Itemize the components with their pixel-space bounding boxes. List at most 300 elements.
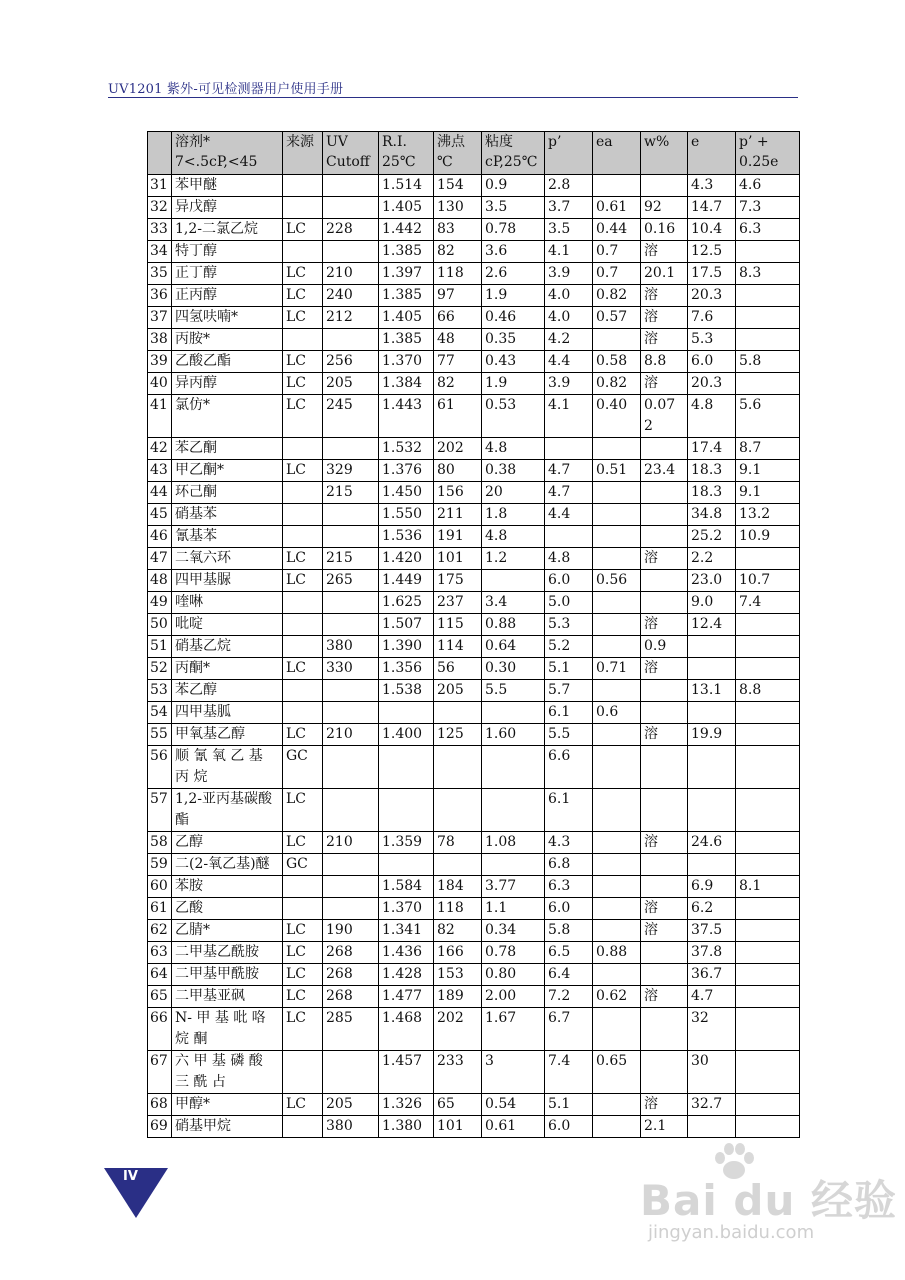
table-cell: 228 (323, 219, 379, 241)
table-cell: 0.34 (482, 920, 545, 942)
table-cell (641, 175, 688, 197)
table-cell: 8.7 (736, 438, 800, 460)
table-cell (323, 329, 379, 351)
table-row (148, 702, 800, 724)
row-number-cell: 68 (148, 1094, 172, 1116)
table-cell: 0.61 (593, 197, 641, 219)
table-row (148, 570, 800, 592)
table-cell (283, 876, 323, 898)
table-cell: 4.7 (545, 482, 593, 504)
table-cell: 1.9 (482, 285, 545, 307)
table-cell: 0.57 (593, 307, 641, 329)
row-number-cell: 57 (148, 789, 172, 832)
table-cell (688, 702, 736, 724)
table-cell: 溶 (641, 614, 688, 636)
table-cell: 4.3 (688, 175, 736, 197)
table-cell (593, 1116, 641, 1138)
row-number-cell: 53 (148, 680, 172, 702)
table-cell (736, 898, 800, 920)
table-cell: 156 (434, 482, 482, 504)
table-cell: 氯仿* (172, 395, 283, 438)
table-cell: 1.67 (482, 1008, 545, 1051)
table-cell (736, 548, 800, 570)
table-row (148, 636, 800, 658)
row-number-cell: 64 (148, 964, 172, 986)
table-cell: 212 (323, 307, 379, 329)
table-cell (593, 964, 641, 986)
table-cell: 六 甲 基 磷 酸 三 酰 占 (172, 1051, 283, 1094)
table-cell (434, 854, 482, 876)
table-cell: 1.384 (379, 373, 434, 395)
table-cell: 甲乙酮* (172, 460, 283, 482)
table-row (148, 482, 800, 504)
row-number-cell: 39 (148, 351, 172, 373)
table-cell: 3.7 (545, 197, 593, 219)
column-header: e (688, 132, 736, 175)
table-cell (736, 329, 800, 351)
table-cell (482, 854, 545, 876)
row-number-cell: 58 (148, 832, 172, 854)
table-cell (283, 175, 323, 197)
table-cell: 1.449 (379, 570, 434, 592)
table-cell (593, 1094, 641, 1116)
table-cell: 329 (323, 460, 379, 482)
table-cell (593, 614, 641, 636)
row-number-cell: 36 (148, 285, 172, 307)
table-cell: 1.468 (379, 1008, 434, 1051)
table-cell: 210 (323, 263, 379, 285)
table-cell: 0.61 (482, 1116, 545, 1138)
table-cell: 0.9 (641, 636, 688, 658)
table-cell (736, 702, 800, 724)
table-cell (641, 504, 688, 526)
table-cell (593, 746, 641, 789)
table-cell: 0.43 (482, 351, 545, 373)
table-row (148, 219, 800, 241)
table-cell: 82 (434, 373, 482, 395)
table-cell (283, 614, 323, 636)
table-row (148, 395, 800, 438)
table-cell: 14.7 (688, 197, 736, 219)
table-cell (482, 746, 545, 789)
table-cell: 3.77 (482, 876, 545, 898)
table-cell: 6.0 (688, 351, 736, 373)
table-row (148, 680, 800, 702)
table-cell: 苯乙酮 (172, 438, 283, 460)
table-cell: 20 (482, 482, 545, 504)
page-number: IV (123, 1169, 138, 1184)
table-cell: 184 (434, 876, 482, 898)
table-cell: 溶 (641, 658, 688, 680)
table-cell (688, 1116, 736, 1138)
table-row (148, 789, 800, 832)
table-row (148, 920, 800, 942)
table-cell: LC (283, 395, 323, 438)
table-cell (641, 746, 688, 789)
table-cell: 61 (434, 395, 482, 438)
table-cell: 237 (434, 592, 482, 614)
table-cell: 190 (323, 920, 379, 942)
table-cell: 202 (434, 438, 482, 460)
document-header-title: UV1201 紫外-可见检测器用户使用手册 (108, 82, 344, 97)
table-cell: 191 (434, 526, 482, 548)
table-cell: 4.3 (545, 832, 593, 854)
table-cell: 268 (323, 964, 379, 986)
table-cell (736, 1094, 800, 1116)
row-number-cell: 37 (148, 307, 172, 329)
table-cell: 268 (323, 942, 379, 964)
table-cell: 10.7 (736, 570, 800, 592)
table-cell: 硝基乙烷 (172, 636, 283, 658)
table-cell (736, 789, 800, 832)
column-header: p’ + 0.25e (736, 132, 800, 175)
table-cell: 153 (434, 964, 482, 986)
table-cell: 6.8 (545, 854, 593, 876)
table-cell: 9.1 (736, 460, 800, 482)
row-number-cell: 47 (148, 548, 172, 570)
table-row (148, 1094, 800, 1116)
column-header: w% (641, 132, 688, 175)
row-number-cell: 44 (148, 482, 172, 504)
table-cell (593, 724, 641, 746)
table-cell: 1.370 (379, 898, 434, 920)
table-cell: 202 (434, 1008, 482, 1051)
table-cell: 36.7 (688, 964, 736, 986)
table-cell: 丙酮* (172, 658, 283, 680)
table-cell: LC (283, 832, 323, 854)
row-number-cell: 65 (148, 986, 172, 1008)
table-cell: 12.5 (688, 241, 736, 263)
table-cell: 5.6 (736, 395, 800, 438)
table-row (148, 658, 800, 680)
table-cell (641, 964, 688, 986)
table-cell: 32.7 (688, 1094, 736, 1116)
row-number-cell: 40 (148, 373, 172, 395)
table-cell: 1.584 (379, 876, 434, 898)
row-number-cell: 32 (148, 197, 172, 219)
table-cell: 7.6 (688, 307, 736, 329)
table-cell: 4.0 (545, 307, 593, 329)
table-cell: 0.82 (593, 373, 641, 395)
table-cell: LC (283, 548, 323, 570)
table-cell: 溶 (641, 986, 688, 1008)
table-cell: N- 甲 基 吡 咯 烷 酮 (172, 1008, 283, 1051)
table-cell: 83 (434, 219, 482, 241)
table-cell (736, 307, 800, 329)
table-cell (323, 702, 379, 724)
table-cell: 8.8 (641, 351, 688, 373)
table-cell: 6.2 (688, 898, 736, 920)
table-cell: 1.442 (379, 219, 434, 241)
row-number-cell: 38 (148, 329, 172, 351)
table-cell: 溶 (641, 724, 688, 746)
table-cell: 189 (434, 986, 482, 1008)
table-cell: 8.8 (736, 680, 800, 702)
table-cell: 喹啉 (172, 592, 283, 614)
row-number-cell: 31 (148, 175, 172, 197)
table-cell: 乙醇 (172, 832, 283, 854)
table-cell: 0.46 (482, 307, 545, 329)
table-cell (323, 876, 379, 898)
table-cell: 0.56 (593, 570, 641, 592)
table-cell: 苯乙醇 (172, 680, 283, 702)
table-cell: 6.0 (545, 570, 593, 592)
table-cell: 0.6 (593, 702, 641, 724)
table-row (148, 876, 800, 898)
table-cell: 8.3 (736, 263, 800, 285)
table-cell (641, 876, 688, 898)
row-number-cell: 69 (148, 1116, 172, 1138)
table-cell: LC (283, 460, 323, 482)
table-cell: 5.2 (545, 636, 593, 658)
table-cell: 118 (434, 263, 482, 285)
table-cell: 1.428 (379, 964, 434, 986)
table-cell: 17.4 (688, 438, 736, 460)
table-cell (283, 898, 323, 920)
table-row (148, 898, 800, 920)
table-cell: 顺 氰 氧 乙 基 丙 烷 (172, 746, 283, 789)
table-cell: 1,2-亚丙基碳酸 酯 (172, 789, 283, 832)
table-cell: 氰基苯 (172, 526, 283, 548)
table-cell: 0.64 (482, 636, 545, 658)
column-header: R.I. 25℃ (379, 132, 434, 175)
table-cell: 97 (434, 285, 482, 307)
table-cell: 18.3 (688, 482, 736, 504)
table-row (148, 724, 800, 746)
table-cell: LC (283, 920, 323, 942)
table-cell: 1.514 (379, 175, 434, 197)
table-cell: 17.5 (688, 263, 736, 285)
table-cell: 205 (323, 1094, 379, 1116)
table-cell: 6.7 (545, 1008, 593, 1051)
table-cell: 101 (434, 1116, 482, 1138)
table-cell (688, 636, 736, 658)
table-cell: 118 (434, 898, 482, 920)
table-cell (323, 854, 379, 876)
table-cell (736, 746, 800, 789)
table-cell (323, 438, 379, 460)
table-cell (688, 789, 736, 832)
table-cell: 1.443 (379, 395, 434, 438)
column-header (148, 132, 172, 175)
table-cell: 65 (434, 1094, 482, 1116)
table-cell (593, 636, 641, 658)
table-cell: 6.3 (545, 876, 593, 898)
table-row (148, 373, 800, 395)
table-cell (283, 504, 323, 526)
table-cell: 四氢呋喃* (172, 307, 283, 329)
table-cell: GC (283, 746, 323, 789)
table-cell: 0.62 (593, 986, 641, 1008)
table-cell: 18.3 (688, 460, 736, 482)
table-cell: 环己酮 (172, 482, 283, 504)
table-cell: 154 (434, 175, 482, 197)
table-cell: LC (283, 1008, 323, 1051)
table-cell: 7.4 (736, 592, 800, 614)
table-cell: 6.4 (545, 964, 593, 986)
table-cell: 溶 (641, 898, 688, 920)
table-cell: 114 (434, 636, 482, 658)
table-cell: 4.8 (482, 438, 545, 460)
table-cell: 1.400 (379, 724, 434, 746)
table-cell: 211 (434, 504, 482, 526)
table-cell (283, 241, 323, 263)
table-cell (323, 789, 379, 832)
table-cell: 1.405 (379, 307, 434, 329)
table-cell (736, 920, 800, 942)
table-cell: 甲醇* (172, 1094, 283, 1116)
table-cell: 5.8 (545, 920, 593, 942)
table-cell: 溶 (641, 241, 688, 263)
table-cell: 37.5 (688, 920, 736, 942)
row-number-cell: 35 (148, 263, 172, 285)
table-row (148, 241, 800, 263)
table-cell: 0.40 (593, 395, 641, 438)
table-row (148, 175, 800, 197)
table-cell: 1.1 (482, 898, 545, 920)
table-cell: GC (283, 854, 323, 876)
table-cell: 0.71 (593, 658, 641, 680)
table-cell: 溶 (641, 832, 688, 854)
table-cell: 82 (434, 920, 482, 942)
table-cell: LC (283, 986, 323, 1008)
table-cell (736, 986, 800, 1008)
table-cell (545, 438, 593, 460)
table-cell: 1.385 (379, 285, 434, 307)
table-cell (641, 1008, 688, 1051)
table-cell: 233 (434, 1051, 482, 1094)
table-cell (283, 1116, 323, 1138)
table-cell: LC (283, 373, 323, 395)
table-cell (323, 241, 379, 263)
row-number-cell: 43 (148, 460, 172, 482)
table-cell: 硝基甲烷 (172, 1116, 283, 1138)
table-cell: 二甲基乙酰胺 (172, 942, 283, 964)
row-number-cell: 62 (148, 920, 172, 942)
table-cell (641, 942, 688, 964)
table-cell (736, 241, 800, 263)
table-cell: 5.3 (688, 329, 736, 351)
table-cell (593, 854, 641, 876)
table-cell: 1.376 (379, 460, 434, 482)
table-cell: 0.82 (593, 285, 641, 307)
table-cell: 1.477 (379, 986, 434, 1008)
table-cell: 1.08 (482, 832, 545, 854)
table-cell: 二甲基甲酰胺 (172, 964, 283, 986)
column-header: p’ (545, 132, 593, 175)
table-cell: 5.8 (736, 351, 800, 373)
table-row (148, 1051, 800, 1094)
table-row (148, 1116, 800, 1138)
table-cell: 205 (434, 680, 482, 702)
table-header-row (148, 132, 800, 175)
table-cell (641, 702, 688, 724)
table-cell: 5.0 (545, 592, 593, 614)
table-cell (593, 329, 641, 351)
table-cell: 0.7 (593, 241, 641, 263)
table-row (148, 548, 800, 570)
table-cell: LC (283, 724, 323, 746)
table-cell: 10.4 (688, 219, 736, 241)
table-cell (593, 482, 641, 504)
table-cell: 92 (641, 197, 688, 219)
table-cell (593, 789, 641, 832)
table-cell: 溶 (641, 329, 688, 351)
column-header: 沸点 ℃ (434, 132, 482, 175)
table-cell (323, 175, 379, 197)
table-cell: 268 (323, 986, 379, 1008)
table-cell (283, 1051, 323, 1094)
table-cell: 3.9 (545, 263, 593, 285)
table-cell: LC (283, 789, 323, 832)
table-cell: 正丁醇 (172, 263, 283, 285)
table-cell: 1.532 (379, 438, 434, 460)
table-cell: 24.6 (688, 832, 736, 854)
table-cell: 23.0 (688, 570, 736, 592)
table-cell: 二(2-氧乙基)醚 (172, 854, 283, 876)
table-cell: 130 (434, 197, 482, 219)
table-cell (593, 438, 641, 460)
table-cell (482, 570, 545, 592)
table-cell: 0.53 (482, 395, 545, 438)
table-cell: 溶 (641, 285, 688, 307)
table-row (148, 307, 800, 329)
table-cell: 1.370 (379, 351, 434, 373)
table-cell: 19.9 (688, 724, 736, 746)
table-cell (593, 680, 641, 702)
table-cell: 1.457 (379, 1051, 434, 1094)
table-cell: LC (283, 658, 323, 680)
table-cell (641, 592, 688, 614)
table-cell: 1.326 (379, 1094, 434, 1116)
table-row (148, 854, 800, 876)
table-cell (323, 898, 379, 920)
table-row (148, 526, 800, 548)
table-row (148, 438, 800, 460)
row-number-cell: 61 (148, 898, 172, 920)
table-cell: 12.4 (688, 614, 736, 636)
table-cell: 0.35 (482, 329, 545, 351)
table-cell: 1.397 (379, 263, 434, 285)
table-cell (379, 854, 434, 876)
table-cell: 4.8 (545, 548, 593, 570)
table-cell (736, 373, 800, 395)
table-cell: 37.8 (688, 942, 736, 964)
table-cell: 6.0 (545, 1116, 593, 1138)
table-cell: 265 (323, 570, 379, 592)
table-cell: 205 (323, 373, 379, 395)
table-cell: 20.1 (641, 263, 688, 285)
table-cell: LC (283, 219, 323, 241)
table-cell: 0.16 (641, 219, 688, 241)
table-cell: 1.507 (379, 614, 434, 636)
table-cell: 166 (434, 942, 482, 964)
table-cell: 0.78 (482, 219, 545, 241)
table-cell: 3.5 (482, 197, 545, 219)
table-cell (736, 942, 800, 964)
column-header: 溶剂* 7<.5cP,<45 (172, 132, 283, 175)
table-cell (593, 504, 641, 526)
table-cell: 48 (434, 329, 482, 351)
table-cell: 二甲基亚砜 (172, 986, 283, 1008)
row-number-cell: 42 (148, 438, 172, 460)
table-cell: 285 (323, 1008, 379, 1051)
table-cell: 0.58 (593, 351, 641, 373)
table-cell (593, 898, 641, 920)
table-cell: 3.4 (482, 592, 545, 614)
table-cell: 8.1 (736, 876, 800, 898)
table-cell: 0.80 (482, 964, 545, 986)
